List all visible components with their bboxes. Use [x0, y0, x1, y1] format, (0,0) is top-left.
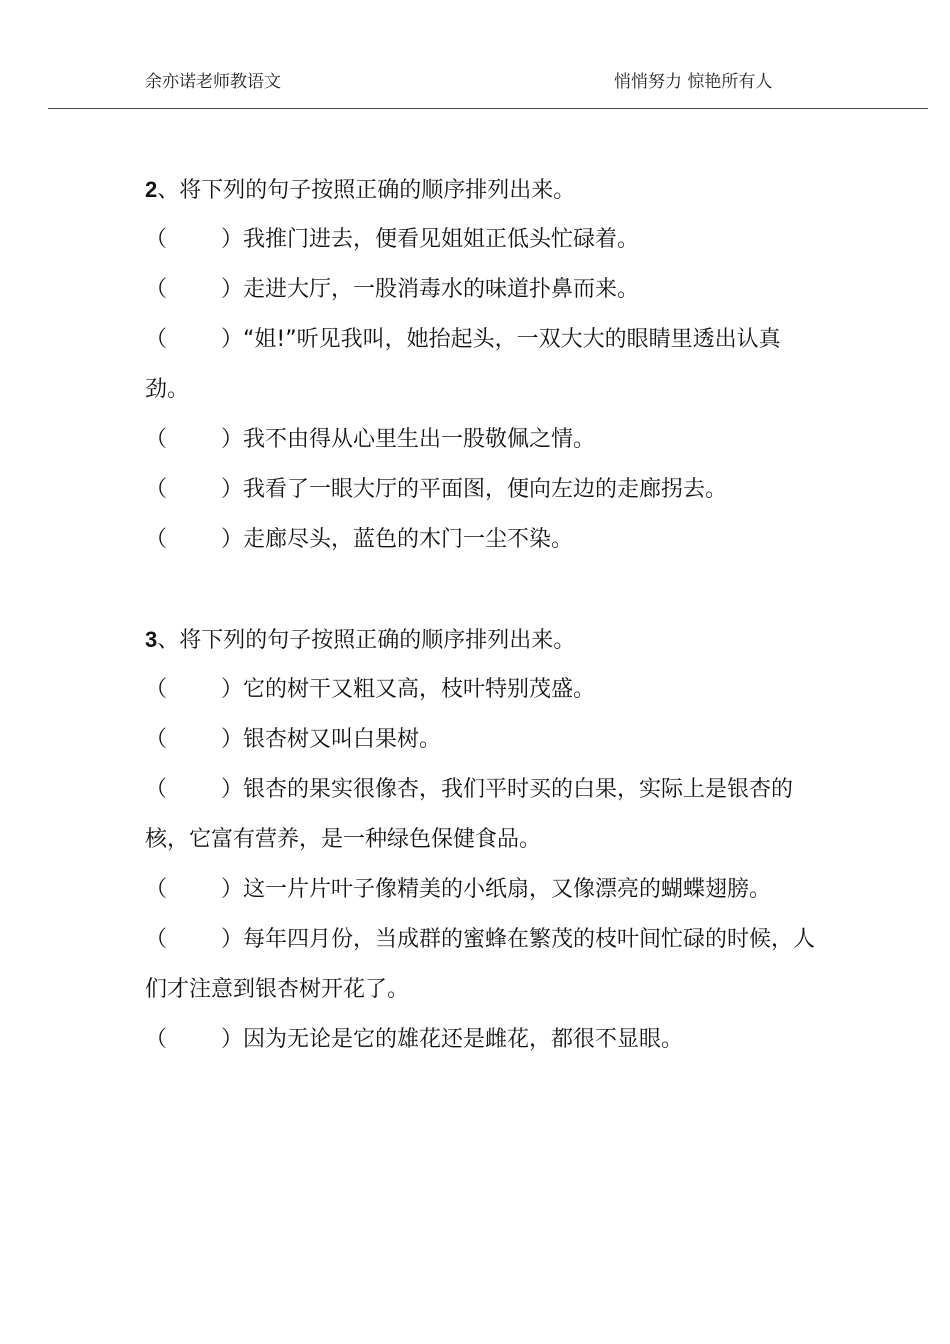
question-instruction: 、将下列的句子按照正确的顺序排列出来。 [157, 178, 576, 203]
sentence-item [145, 915, 815, 1015]
answer-blank-open: （ [145, 777, 168, 802]
answer-blank-close: ） [221, 527, 244, 552]
sentence-item [145, 865, 815, 915]
question-2 [145, 165, 815, 565]
sentence-item [145, 515, 815, 565]
sentence-text: 它的树干又粗又高，枝叶特别茂盛。 [243, 677, 596, 702]
sentence-text: 因为无论是它的雄花还是雌花，都很不显眼。 [243, 1027, 684, 1052]
worksheet-content [145, 165, 815, 1065]
answer-blank-close: ） [221, 677, 244, 702]
sentence-item [145, 1015, 815, 1065]
question-instruction: 、将下列的句子按照正确的顺序排列出来。 [157, 628, 576, 653]
answer-blank-open: （ [145, 427, 168, 452]
header-divider [48, 108, 928, 109]
answer-blank-close: ） [221, 727, 244, 752]
answer-blank-open: （ [145, 727, 168, 752]
sentence-item [145, 465, 815, 515]
answer-blank-close: ） [221, 877, 244, 902]
question-3 [145, 615, 815, 1065]
sentence-item [145, 315, 815, 415]
sentence-item [145, 715, 815, 765]
question-number: 3 [145, 627, 158, 652]
answer-blank-open: （ [145, 877, 168, 902]
answer-blank-open: （ [145, 227, 168, 252]
header-left-text: 余亦诺老师教语文 [145, 72, 281, 92]
question-heading [145, 615, 815, 665]
sentence-text: 银杏树又叫白果树。 [243, 727, 442, 752]
answer-blank-close: ） [221, 1027, 244, 1052]
sentence-item [145, 415, 815, 465]
answer-blank-open: （ [145, 677, 168, 702]
answer-blank-close: ） [221, 427, 244, 452]
sentence-text: 走进大厅，一股消毒水的味道扑鼻而来。 [243, 277, 640, 302]
question-number: 2 [145, 177, 158, 202]
answer-blank-open: （ [145, 277, 168, 302]
answer-blank-open: （ [145, 1027, 168, 1052]
answer-blank-open: （ [145, 327, 168, 352]
answer-blank-close: ） [221, 477, 244, 502]
sentence-text: 我推门进去，便看见姐姐正低头忙碌着。 [243, 227, 640, 252]
sentence-text: 这一片片叶子像精美的小纸扇，又像漂亮的蝴蝶翅膀。 [243, 877, 772, 902]
answer-blank-open: （ [145, 927, 168, 952]
answer-blank-close: ） [221, 327, 244, 352]
sentence-text: 我看了一眼大厅的平面图，便向左边的走廊拐去。 [243, 477, 728, 502]
sentence-item [145, 215, 815, 265]
sentence-item [145, 265, 815, 315]
answer-blank-close: ） [221, 927, 244, 952]
answer-blank-open: （ [145, 527, 168, 552]
answer-blank-open: （ [145, 477, 168, 502]
sentence-text: 走廊尽头，蓝色的木门一尘不染。 [243, 527, 574, 552]
sentence-text: “姐!”听见我叫，她抬起头，一双大大的眼睛里透出认真劲。 [145, 327, 781, 402]
answer-blank-close: ） [221, 277, 244, 302]
answer-blank-close: ） [221, 777, 244, 802]
sentence-text: 我不由得从心里生出一股敬佩之情。 [243, 427, 596, 452]
sentence-text: 每年四月份，当成群的蜜蜂在繁茂的枝叶间忙碌的时候，人们才注意到银杏树开花了。 [145, 927, 816, 1002]
header-right-text: 悄悄努力 惊艳所有人 [614, 72, 773, 92]
sentence-item [145, 765, 815, 865]
sentence-item [145, 665, 815, 715]
sentence-text: 银杏的果实很像杏，我们平时买的白果，实际上是银杏的核，它富有营养，是一种绿色保健食品。 [145, 777, 794, 852]
answer-blank-close: ） [221, 227, 244, 252]
question-heading [145, 165, 815, 215]
